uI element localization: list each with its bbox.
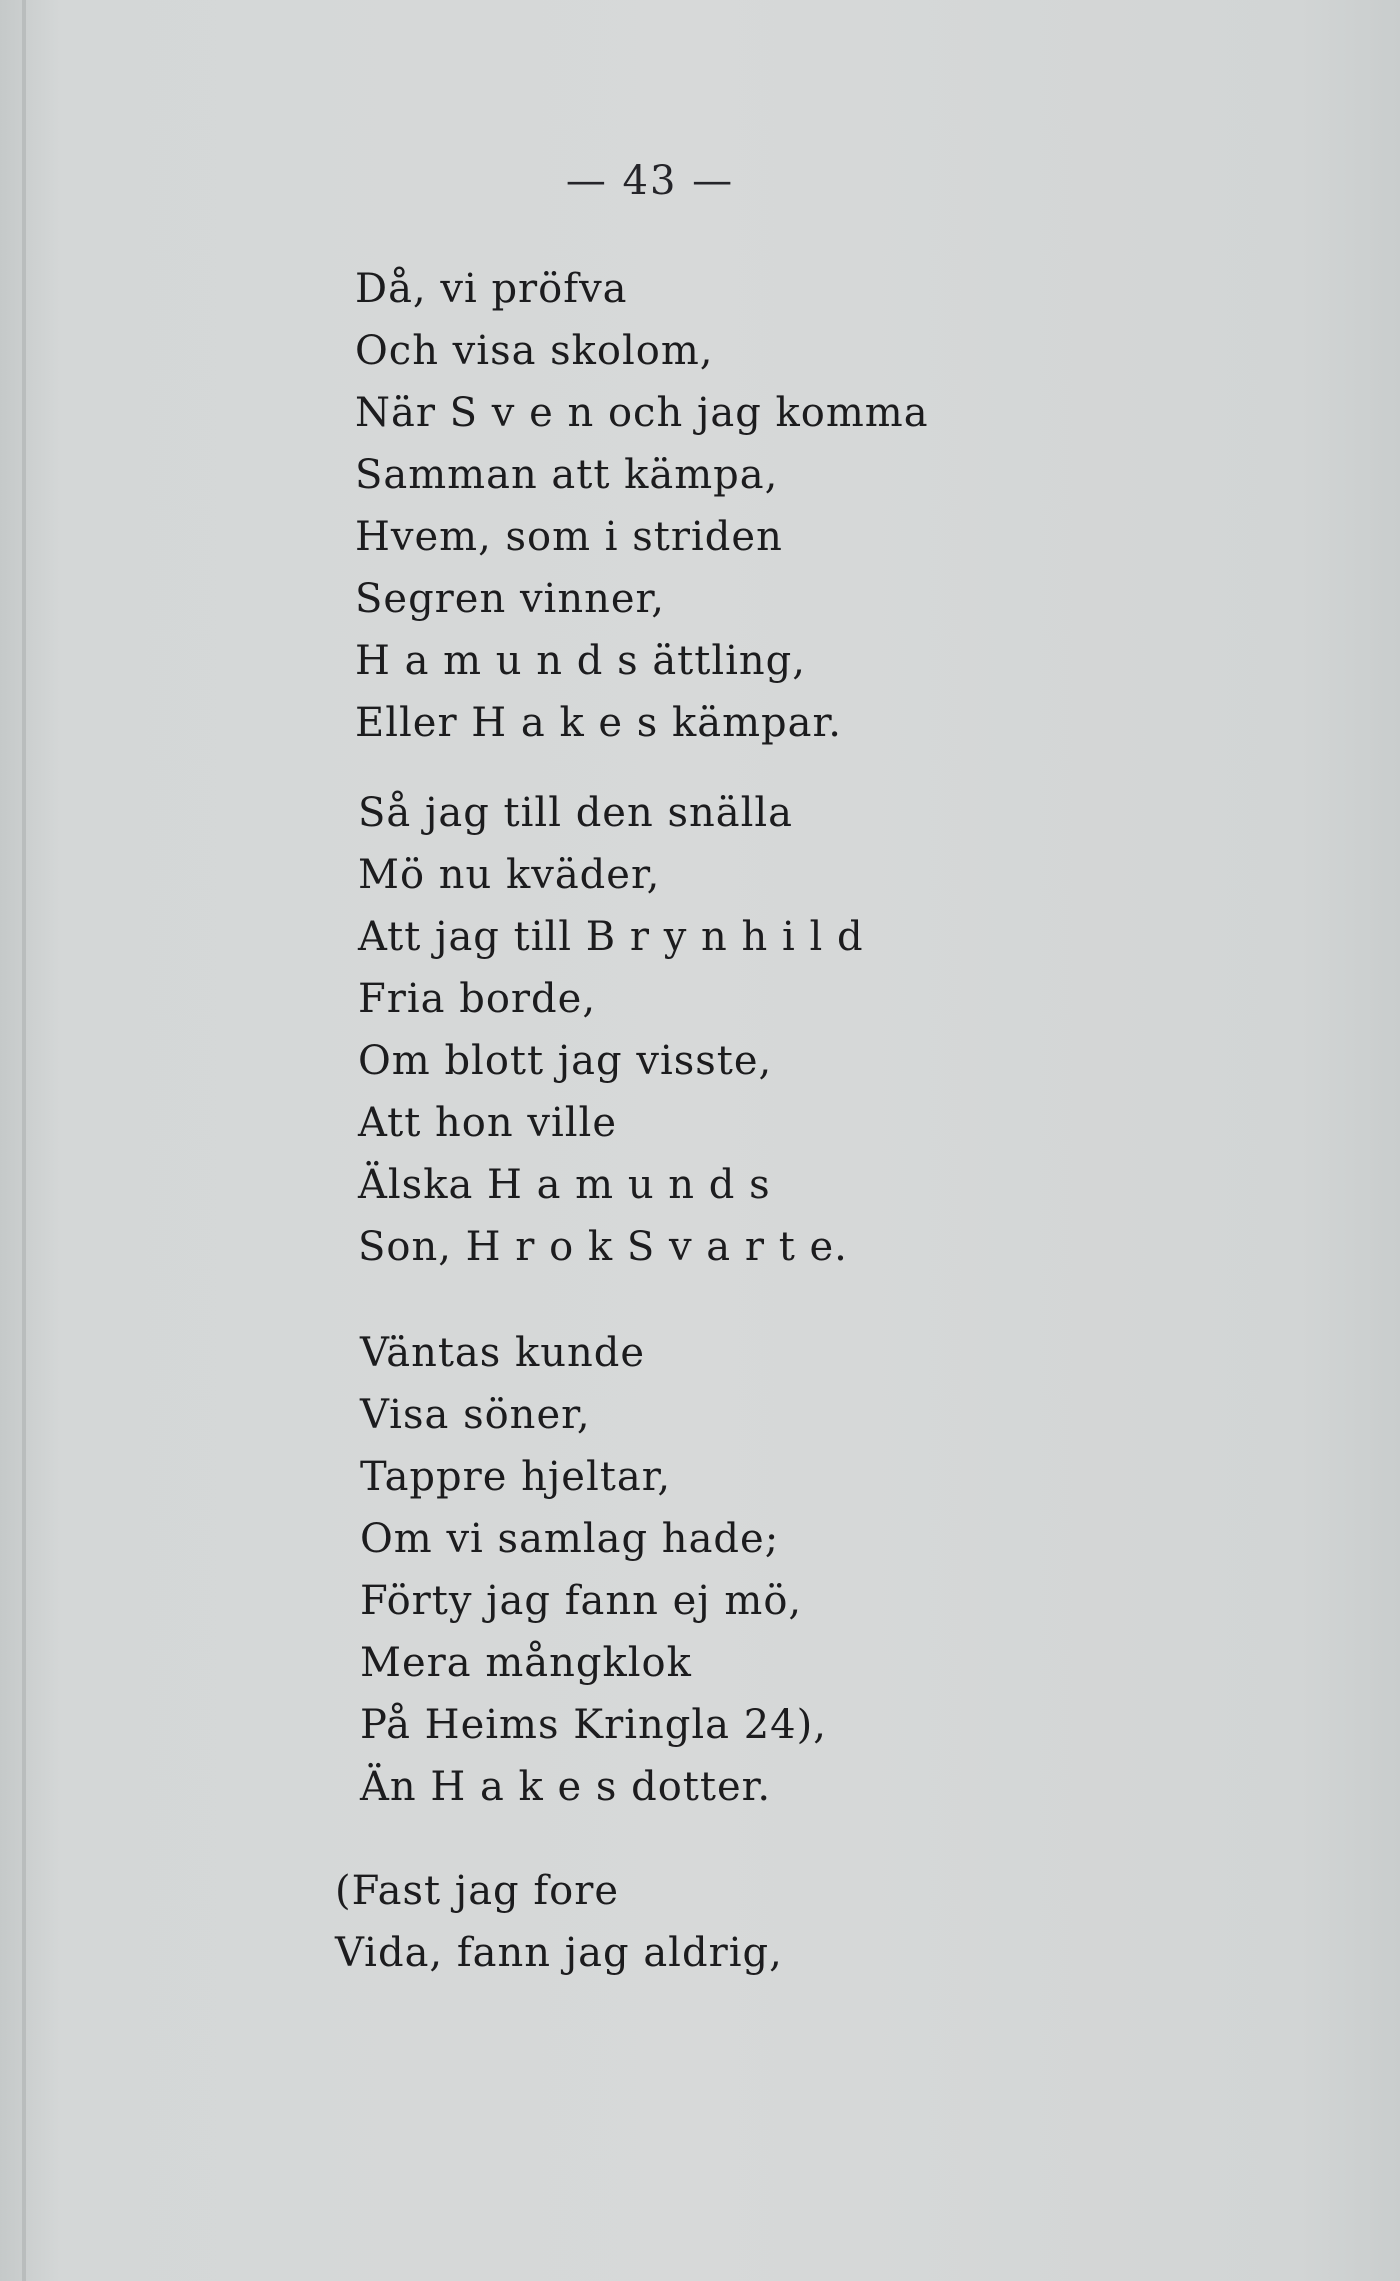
poem-line: Visa söner, xyxy=(360,1392,591,1438)
poem-line: Mera mångklok xyxy=(360,1640,692,1686)
poem-line: Hvem, som i striden xyxy=(355,514,783,560)
poem-line: Son, H r o k S v a r t e. xyxy=(358,1224,848,1270)
poem-line: Vida, fann jag aldrig, xyxy=(335,1930,783,1976)
poem-line: Fria borde, xyxy=(358,976,597,1022)
poem-line: Samman att kämpa, xyxy=(355,452,779,498)
poem-line: Att jag till B r y n h i l d xyxy=(358,914,864,960)
poem-line: Älska H a m u n d s xyxy=(358,1162,771,1208)
poem-line: (Fast jag fore xyxy=(335,1868,620,1914)
poem-line: När S v e n och jag komma xyxy=(355,390,929,436)
page-number: — 43 — xyxy=(565,158,735,204)
poem-line: Förty jag fann ej mö, xyxy=(360,1578,803,1624)
poem-line: Att hon ville xyxy=(358,1100,618,1146)
poem-stanza-3 xyxy=(360,1322,1060,1818)
poem-line: Än H a k e s dotter. xyxy=(360,1764,772,1810)
poem-line: Då, vi pröfva xyxy=(355,266,628,312)
poem-line: Så jag till den snälla xyxy=(358,790,794,836)
poem-stanza-4 xyxy=(335,1860,1035,1984)
poem-line: Och visa skolom, xyxy=(355,328,714,374)
poem-line: Om vi samlag hade; xyxy=(360,1516,780,1562)
poem-stanza-1 xyxy=(355,258,1055,754)
poem-line: Segren vinner, xyxy=(355,576,665,622)
poem-line: På Heims Kringla 24), xyxy=(360,1702,827,1748)
poem-line: Mö nu kväder, xyxy=(358,852,661,898)
poem-line: Eller H a k e s kämpar. xyxy=(355,700,842,746)
poem-line: Tappre hjeltar, xyxy=(360,1454,672,1500)
poem-line: Väntas kunde xyxy=(360,1330,646,1376)
poem-stanza-2 xyxy=(358,782,1058,1278)
poem-line: H a m u n d s ättling, xyxy=(355,638,806,684)
page-gutter xyxy=(22,0,26,2281)
poem-line: Om blott jag visste, xyxy=(358,1038,773,1084)
